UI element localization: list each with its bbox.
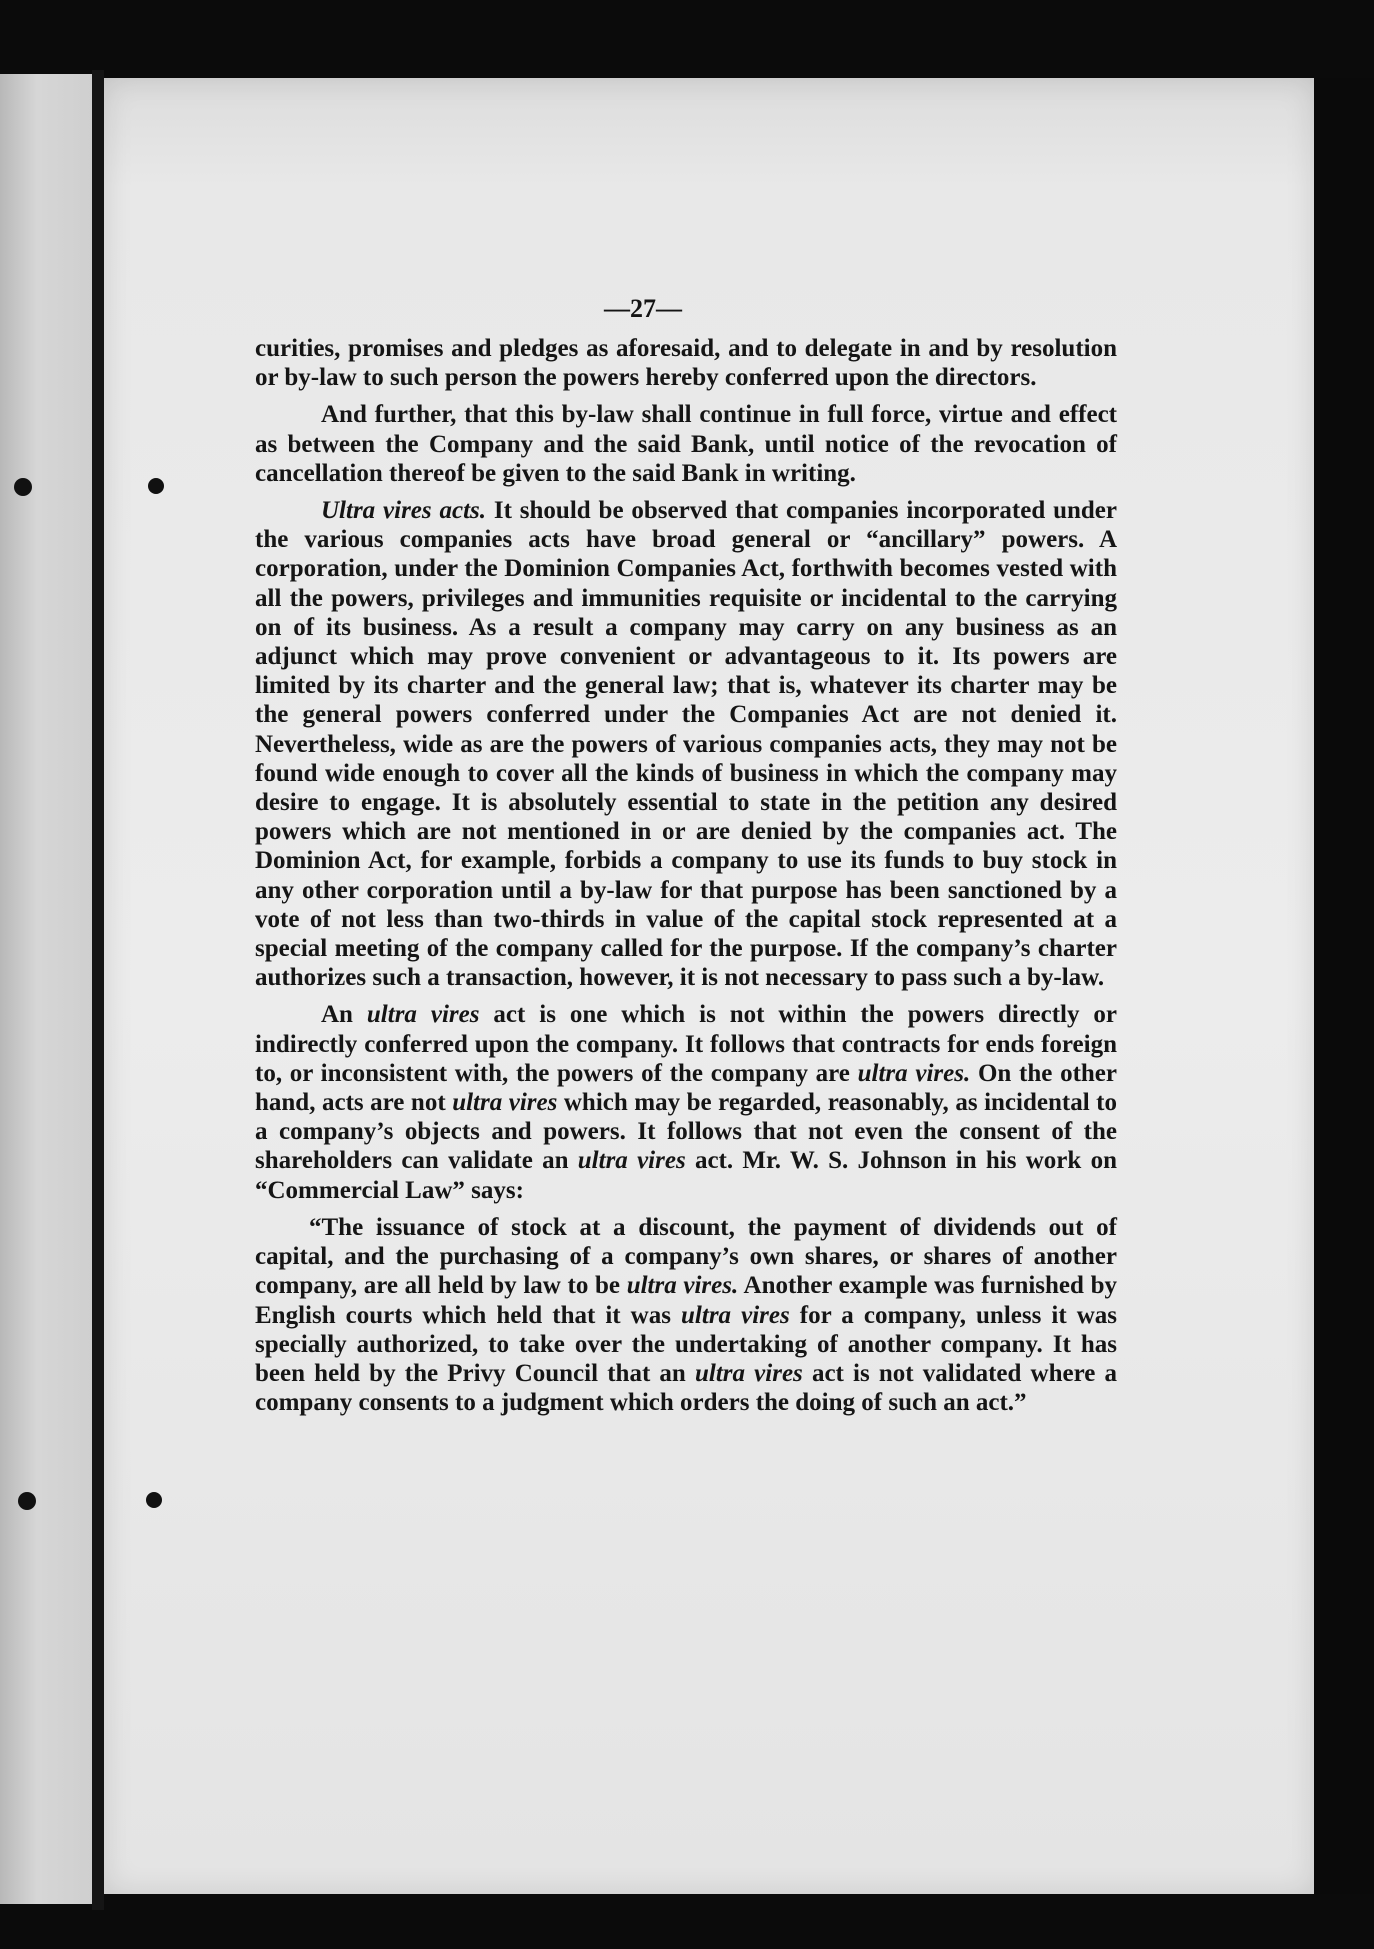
previous-page-edge [0,74,92,1904]
binding-hole-mark [146,1492,162,1508]
paragraph: curities, promises and pledges as aforesaid, and to delegate in and by resolution or by-law to such person the powers hereby conferred upon the directors. [255,335,1117,392]
paragraph: And further, that this by-law shall continue in full force, virtue and effect as between the Company and the said Bank, until notice of the revocation of cancellation thereof be given to the said Bank in writing. [255,401,1117,487]
text-run: which may be regarded, reasonably, as incidental to a company’s objects and powers. It follows that not even the consent of the shareholders can validate an [255,1089,1117,1175]
text-run: act is not validated where a company consents to a judgment which orders the doing of such an act.” [255,1359,1118,1417]
binding-hole-mark [14,478,32,496]
scan-border [1314,78,1374,1894]
paragraph [255,496,1117,992]
paragraph-body: It should be observed that companies incorporated under the various companies acts have broad general or “ancillary” powers. A corporation, under the Dominion Companies Act, forthwith becomes vested with all the powers, privileges and immunities requisite or incidental to the carrying on of its business. As a result a company may carry on any business as an adjunct which may prove convenient or advantageous to it. Its powers are limited by its charter and the general law; that is, whatever its charter may be the general powers conferred under the Companies Act are not denied it. Nevertheless, wide as are the powers of various companies acts, they may not be found wide enough to cover all the kinds of business in which the company may desire to engage. It is absolutely essential to state in the petition any desired powers which are not mentioned in or are denied by the companies act. The Dominion Act, for example, forbids a company to use its funds to buy stock in any other corporation until a by-law for that purpose has been sanctioned by a vote of not less than two-thirds in value of the capital stock represented at a special meeting of the company called for the purpose. If the company’s charter authorizes such a transaction, however, it is not necessary to pass such a by-law. [255,497,1117,992]
italic-text-run: ultra vires. [626,1272,739,1300]
italic-text-run: ultra vires [452,1089,558,1117]
italic-text-run: ultra vires [681,1301,790,1329]
book-spine-gap [92,70,104,1910]
text-run: “The issuance of stock at a discount, the payment of dividends out of capital, and the purchasing of a company’s own shares, or shares of another company, are all held by law to be [255,1213,1117,1300]
text-run: An [321,1001,367,1029]
paragraph [255,1000,1117,1204]
binding-hole-mark [148,478,164,494]
text-run: act. Mr. W. S. Johnson in his work on “Commercial Law” says: [255,1147,1117,1204]
italic-text-run: ultra vires [366,1001,480,1029]
italic-text-run: ultra vires [695,1359,803,1387]
italic-text-run: ultra vires. [857,1059,971,1087]
block-quote-paragraph [255,1213,1117,1417]
italic-text-run: ultra vires [577,1147,686,1175]
text-run: act is one which is not within the powers directly or indirectly conferred upon the company. It follows that contracts for ends foreign to, or inconsistent with, the powers of the company are [255,1001,1117,1087]
text-run: On the other hand, acts are not [255,1059,1117,1117]
body-text [255,334,1117,1425]
binding-hole-mark [18,1492,36,1510]
italic-lead-heading: Ultra vires acts. [321,497,487,525]
page-number: —27— [604,294,682,323]
text-run: Another example was furnished by English courts which held that it was [255,1272,1117,1329]
text-run: for a company, unless it was specially authorized, to take over the undertaking of another company. It has been held by the Privy Council that an [255,1301,1117,1387]
